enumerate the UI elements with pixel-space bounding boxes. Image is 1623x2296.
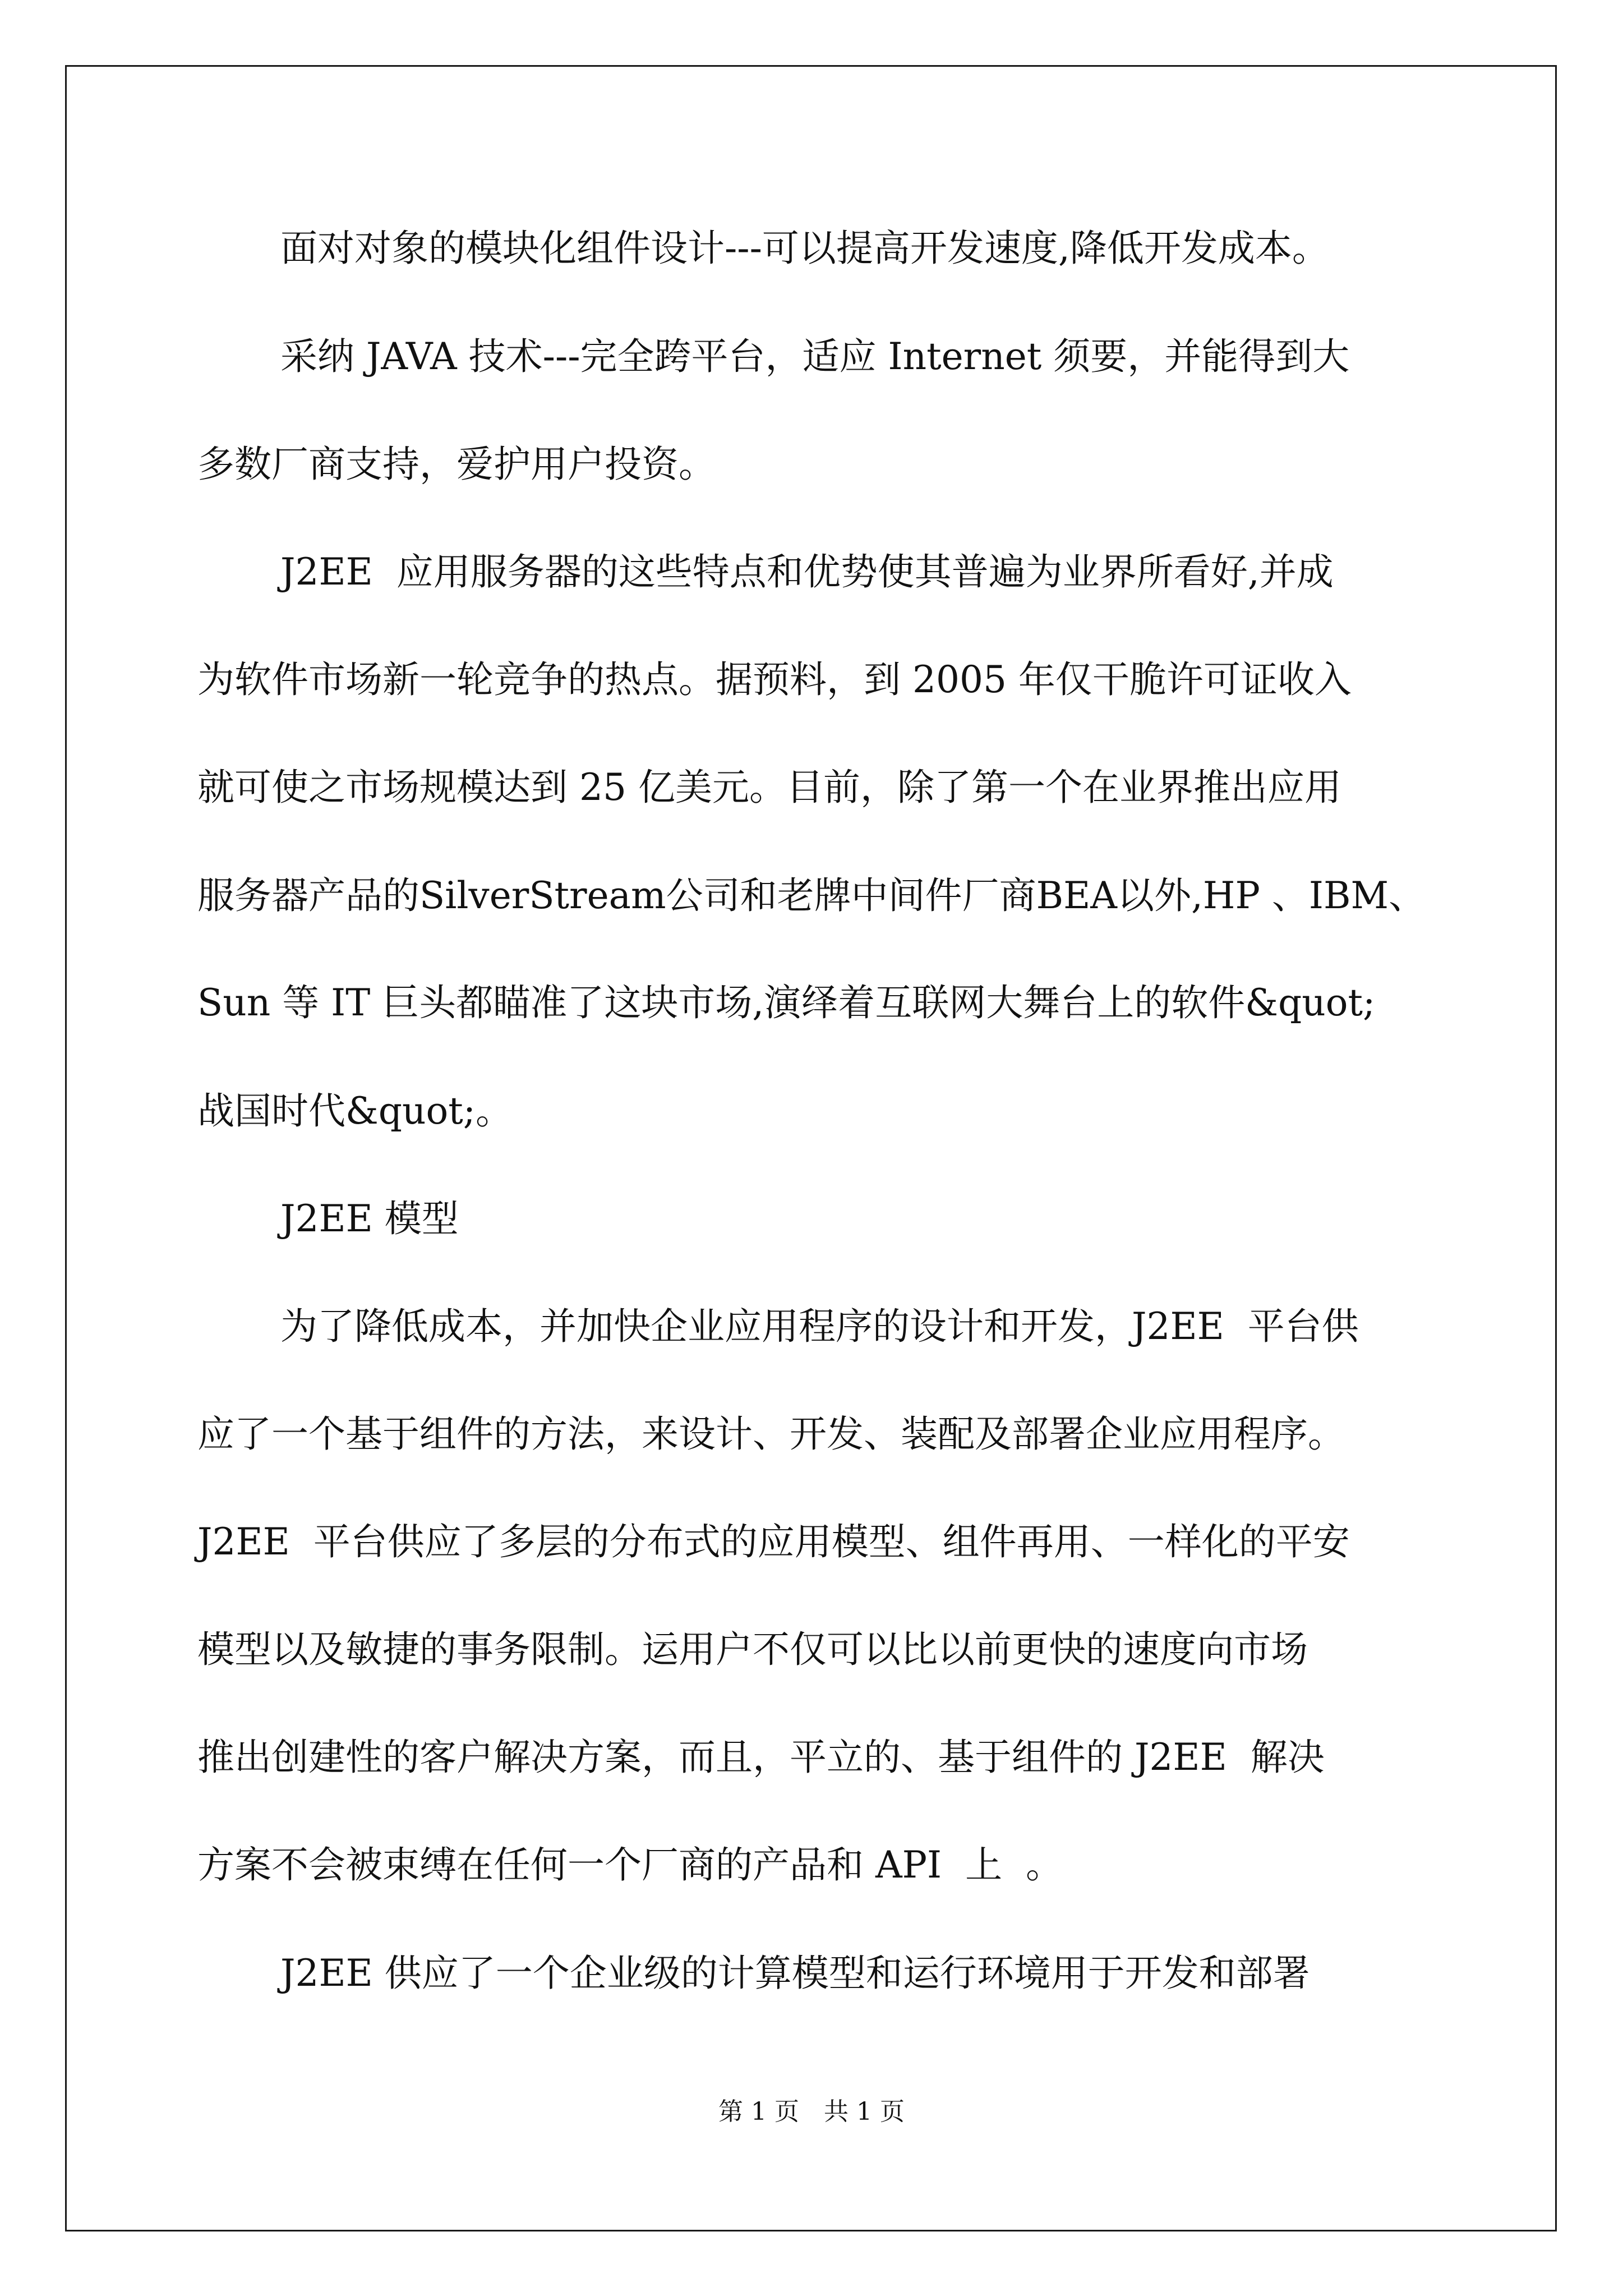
paragraph-line: Sun 等 IT 巨头都瞄准了这块市场,演绎着互联网大舞台上的软件&quot; <box>197 981 1376 1024</box>
page-border <box>65 65 1557 2231</box>
page-number-footer: 第 1 页 共 1 页 <box>718 2097 905 2126</box>
paragraph-line: 推出创建性的客户解决方案，而且，平立的、基于组件的 J2EE 解决 <box>197 1736 1325 1779</box>
paragraph-line: 方案不会被束缚在任何一个厂商的产品和 API 上 。 <box>197 1843 1063 1887</box>
paragraph-line: 模型以及敏捷的事务限制。运用户不仅可以比以前更快的速度向市场 <box>197 1628 1308 1671</box>
paragraph-line: 面对对象的模块化组件设计---可以提高开发速度,降低开发成本。 <box>280 227 1329 270</box>
paragraph-line: 就可使之市场规模达到 25 亿美元。目前，除了第一个在业界推出应用 <box>197 766 1341 809</box>
section-heading: J2EE 模型 <box>280 1197 459 1240</box>
paragraph-line: J2EE 平台供应了多层的分布式的应用模型、组件再用、一样化的平安 <box>197 1520 1350 1563</box>
paragraph-line: 采纳 JAVA 技术---完全跨平台，适应 Internet 须要，并能得到大 <box>280 335 1350 378</box>
paragraph-line: 战国时代&quot;。 <box>197 1089 513 1133</box>
paragraph-line: 为软件市场新一轮竞争的热点。据预料，到 2005 年仅干脆许可证收入 <box>197 658 1352 701</box>
paragraph-line: 应了一个基于组件的方法，来设计、开发、装配及部署企业应用程序。 <box>197 1412 1345 1456</box>
paragraph-line: J2EE 供应了一个企业级的计算模型和运行环境用于开发和部署 <box>280 1952 1310 1995</box>
paragraph-line: J2EE 应用服务器的这些特点和优势使其普遍为业界所看好,并成 <box>280 550 1334 593</box>
paragraph-line: 多数厂商支持，爱护用户投资。 <box>197 443 716 486</box>
paragraph-line: 服务器产品的SilverStream公司和老牌中间件厂商BEA以外,HP 、IBM、 <box>197 874 1426 917</box>
paragraph-line: 为了降低成本，并加快企业应用程序的设计和开发，J2EE 平台供 <box>280 1305 1359 1348</box>
